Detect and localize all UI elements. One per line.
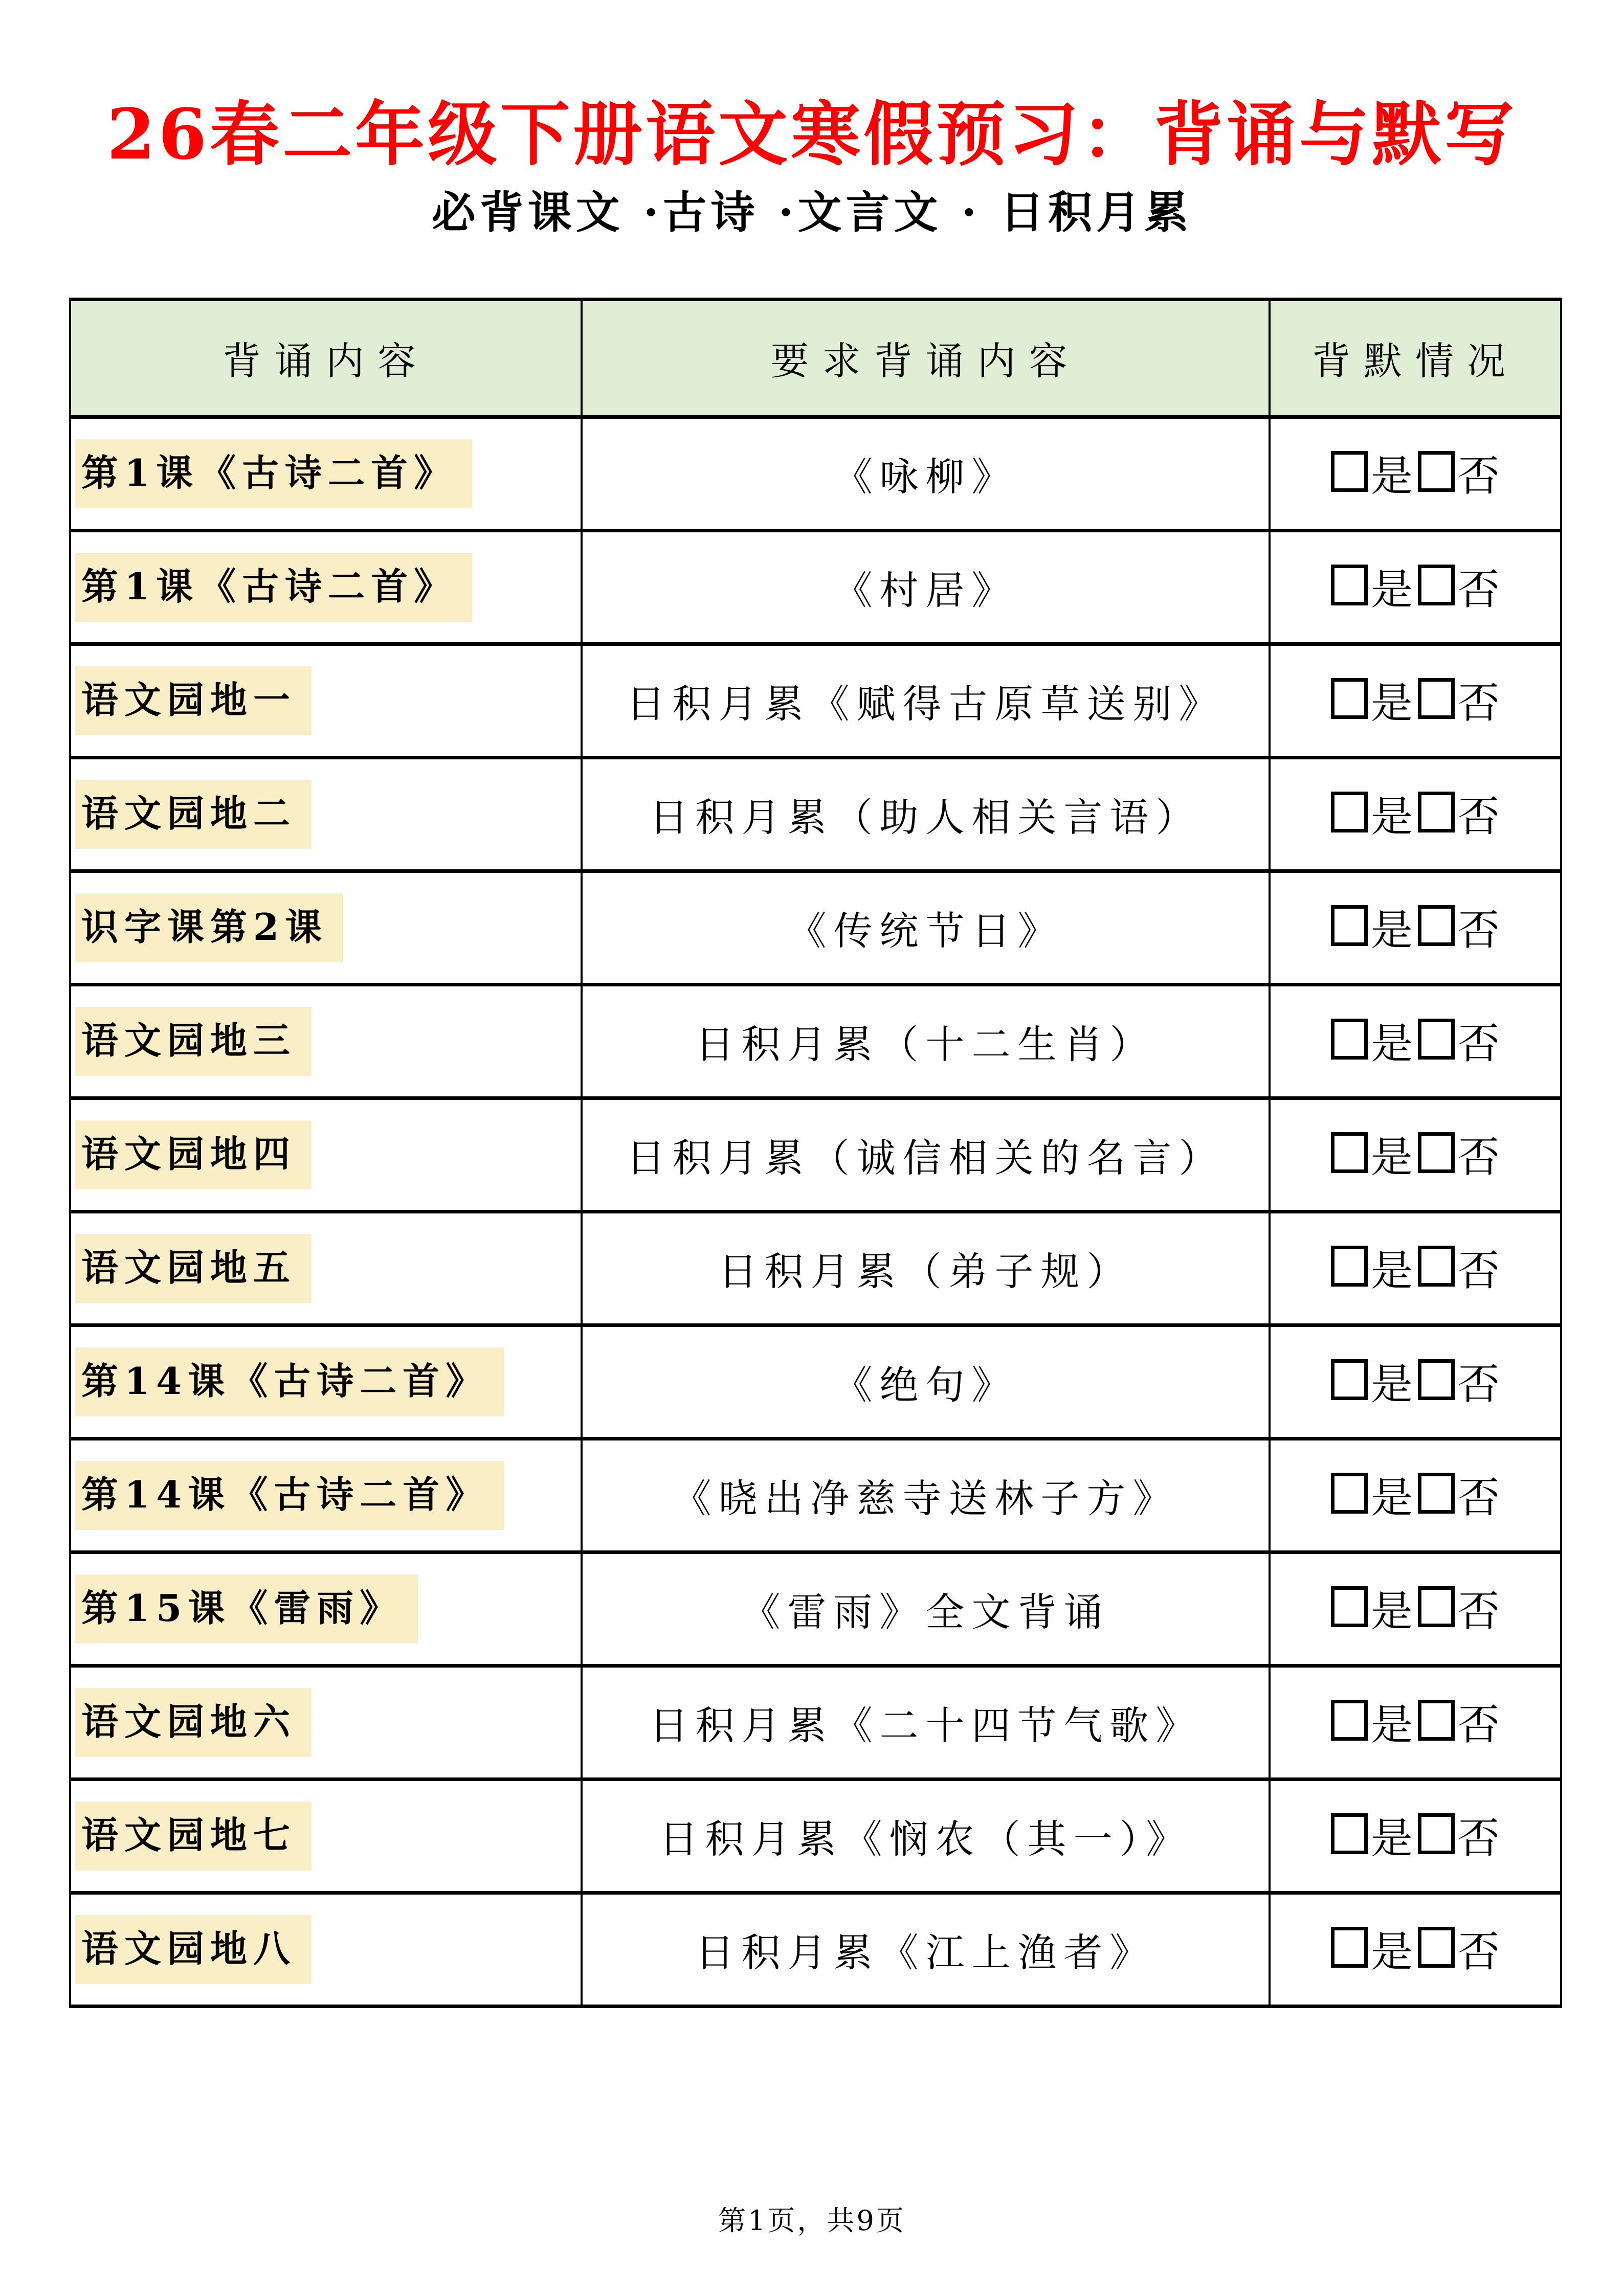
required-content-cell: 《雷雨》全文背诵 bbox=[582, 1552, 1270, 1665]
yes-label: 是 bbox=[1370, 1701, 1413, 1750]
lesson-label: 语文园地八 bbox=[75, 1915, 312, 1985]
table-row bbox=[70, 1779, 1561, 1893]
no-label: 否 bbox=[1458, 452, 1500, 501]
status-cell bbox=[1270, 644, 1561, 757]
status-cell bbox=[1270, 871, 1561, 984]
no-label: 否 bbox=[1458, 793, 1500, 842]
lesson-label: 第14课《古诗二首》 bbox=[75, 1461, 504, 1530]
table-row bbox=[70, 1665, 1561, 1779]
no-label: 否 bbox=[1458, 1587, 1500, 1636]
no-label: 否 bbox=[1458, 1360, 1500, 1409]
no-checkbox[interactable] bbox=[1418, 1132, 1455, 1173]
no-checkbox[interactable] bbox=[1418, 565, 1455, 605]
yes-checkbox[interactable] bbox=[1331, 1927, 1368, 1968]
table-row bbox=[70, 1552, 1561, 1665]
table-row bbox=[70, 644, 1561, 757]
yes-checkbox[interactable] bbox=[1331, 1019, 1368, 1060]
yes-checkbox[interactable] bbox=[1331, 1132, 1368, 1173]
yes-checkbox[interactable] bbox=[1331, 1586, 1368, 1627]
lesson-label: 第15课《雷雨》 bbox=[75, 1574, 418, 1644]
lesson-cell bbox=[70, 1325, 582, 1438]
no-checkbox[interactable] bbox=[1418, 1927, 1455, 1968]
no-label: 否 bbox=[1458, 1928, 1500, 1977]
lesson-cell bbox=[70, 1211, 582, 1325]
no-label: 否 bbox=[1458, 679, 1500, 728]
table-row bbox=[70, 871, 1561, 984]
table-row bbox=[70, 1893, 1561, 2006]
table-header-row bbox=[70, 299, 1561, 417]
status-cell bbox=[1270, 984, 1561, 1098]
required-content-cell: 《传统节日》 bbox=[582, 871, 1270, 984]
no-checkbox[interactable] bbox=[1418, 1246, 1455, 1287]
no-checkbox[interactable] bbox=[1418, 1700, 1455, 1741]
lesson-cell bbox=[70, 984, 582, 1098]
table-row bbox=[70, 530, 1561, 644]
yes-label: 是 bbox=[1370, 1133, 1413, 1182]
yes-label: 是 bbox=[1370, 793, 1413, 842]
lesson-cell bbox=[70, 644, 582, 757]
recitation-table bbox=[69, 298, 1562, 2008]
lesson-label: 第14课《古诗二首》 bbox=[75, 1347, 504, 1417]
yes-checkbox[interactable] bbox=[1331, 678, 1368, 719]
lesson-cell bbox=[70, 1779, 582, 1893]
col-header-status: 背默情况 bbox=[1270, 299, 1561, 417]
lesson-cell bbox=[70, 757, 582, 871]
status-cell bbox=[1270, 1552, 1561, 1665]
required-content-cell: 《晓出净慈寺送林子方》 bbox=[582, 1438, 1270, 1552]
status-cell bbox=[1270, 1665, 1561, 1779]
no-label: 否 bbox=[1458, 1020, 1500, 1069]
no-checkbox[interactable] bbox=[1418, 905, 1455, 946]
no-checkbox[interactable] bbox=[1418, 1473, 1455, 1514]
lesson-cell bbox=[70, 417, 582, 530]
table-row bbox=[70, 984, 1561, 1098]
required-content-cell: 日积月累（十二生肖） bbox=[582, 984, 1270, 1098]
lesson-label: 第1课《古诗二首》 bbox=[75, 553, 472, 622]
required-content-cell: 日积月累《悯农（其一）》 bbox=[582, 1779, 1270, 1893]
required-content-cell: 日积月累《江上渔者》 bbox=[582, 1893, 1270, 2006]
yes-checkbox[interactable] bbox=[1331, 1700, 1368, 1741]
status-cell bbox=[1270, 757, 1561, 871]
lesson-label: 语文园地五 bbox=[75, 1234, 312, 1303]
status-cell bbox=[1270, 1098, 1561, 1211]
lesson-cell bbox=[70, 1893, 582, 2006]
page-number: 第1页，共9页 bbox=[718, 2204, 906, 2237]
required-content-cell: 《村居》 bbox=[582, 530, 1270, 644]
status-cell bbox=[1270, 417, 1561, 530]
yes-checkbox[interactable] bbox=[1331, 792, 1368, 832]
yes-label: 是 bbox=[1370, 1247, 1413, 1296]
no-checkbox[interactable] bbox=[1418, 678, 1455, 719]
lesson-cell bbox=[70, 1552, 582, 1665]
no-label: 否 bbox=[1458, 1247, 1500, 1296]
no-checkbox[interactable] bbox=[1418, 792, 1455, 832]
lesson-cell bbox=[70, 1098, 582, 1211]
table-row bbox=[70, 1438, 1561, 1552]
yes-label: 是 bbox=[1370, 1020, 1413, 1069]
yes-checkbox[interactable] bbox=[1331, 1813, 1368, 1854]
required-content-cell: 《绝句》 bbox=[582, 1325, 1270, 1438]
required-content-cell: 《咏柳》 bbox=[582, 417, 1270, 530]
lesson-label: 语文园地七 bbox=[75, 1802, 312, 1871]
table-row bbox=[70, 417, 1561, 530]
required-content-cell: 日积月累（诚信相关的名言） bbox=[582, 1098, 1270, 1211]
page-title: 26春二年级下册语文寒假预习：背诵与默写 bbox=[106, 94, 1518, 175]
table-row bbox=[70, 757, 1561, 871]
lesson-label: 第1课《古诗二首》 bbox=[75, 439, 472, 509]
no-checkbox[interactable] bbox=[1418, 451, 1455, 492]
lesson-cell bbox=[70, 1665, 582, 1779]
lesson-cell bbox=[70, 1438, 582, 1552]
yes-label: 是 bbox=[1370, 906, 1413, 955]
yes-checkbox[interactable] bbox=[1331, 905, 1368, 946]
yes-label: 是 bbox=[1370, 1814, 1413, 1863]
no-label: 否 bbox=[1458, 1474, 1500, 1523]
status-cell bbox=[1270, 1325, 1561, 1438]
no-checkbox[interactable] bbox=[1418, 1019, 1455, 1060]
table-row bbox=[70, 1098, 1561, 1211]
yes-label: 是 bbox=[1370, 679, 1413, 728]
status-cell bbox=[1270, 1779, 1561, 1893]
lesson-label: 语文园地四 bbox=[75, 1120, 312, 1190]
table-row bbox=[70, 1211, 1561, 1325]
no-label: 否 bbox=[1458, 1814, 1500, 1863]
yes-label: 是 bbox=[1370, 1474, 1413, 1523]
page-subtitle: 必背课文 ·古诗 ·文言文 · 日积月累 bbox=[431, 187, 1193, 239]
yes-checkbox[interactable] bbox=[1331, 565, 1368, 605]
no-label: 否 bbox=[1458, 1133, 1500, 1182]
yes-label: 是 bbox=[1370, 1587, 1413, 1636]
col-header-recite-content: 背诵内容 bbox=[70, 299, 582, 417]
lesson-cell bbox=[70, 871, 582, 984]
yes-label: 是 bbox=[1370, 452, 1413, 501]
status-cell bbox=[1270, 1211, 1561, 1325]
lesson-label: 语文园地二 bbox=[75, 780, 312, 849]
yes-checkbox[interactable] bbox=[1331, 451, 1368, 492]
no-label: 否 bbox=[1458, 906, 1500, 955]
required-content-cell: 日积月累（弟子规） bbox=[582, 1211, 1270, 1325]
no-label: 否 bbox=[1458, 566, 1500, 615]
table-row bbox=[70, 1325, 1561, 1438]
lesson-label: 语文园地一 bbox=[75, 666, 312, 736]
required-content-cell: 日积月累（助人相关言语） bbox=[582, 757, 1270, 871]
lesson-label: 识字课第2课 bbox=[75, 893, 343, 963]
no-checkbox[interactable] bbox=[1418, 1813, 1455, 1854]
status-cell bbox=[1270, 1438, 1561, 1552]
status-cell bbox=[1270, 1893, 1561, 2006]
status-cell bbox=[1270, 530, 1561, 644]
lesson-label: 语文园地六 bbox=[75, 1688, 312, 1758]
yes-label: 是 bbox=[1370, 1928, 1413, 1977]
col-header-required-content: 要求背诵内容 bbox=[582, 299, 1270, 417]
no-checkbox[interactable] bbox=[1418, 1359, 1455, 1400]
lesson-cell bbox=[70, 530, 582, 644]
no-checkbox[interactable] bbox=[1418, 1586, 1455, 1627]
yes-label: 是 bbox=[1370, 1360, 1413, 1409]
yes-checkbox[interactable] bbox=[1331, 1359, 1368, 1400]
yes-checkbox[interactable] bbox=[1331, 1246, 1368, 1287]
no-label: 否 bbox=[1458, 1701, 1500, 1750]
required-content-cell: 日积月累《二十四节气歌》 bbox=[582, 1665, 1270, 1779]
yes-label: 是 bbox=[1370, 566, 1413, 615]
yes-checkbox[interactable] bbox=[1331, 1473, 1368, 1514]
required-content-cell: 日积月累《赋得古原草送别》 bbox=[582, 644, 1270, 757]
lesson-label: 语文园地三 bbox=[75, 1007, 312, 1076]
